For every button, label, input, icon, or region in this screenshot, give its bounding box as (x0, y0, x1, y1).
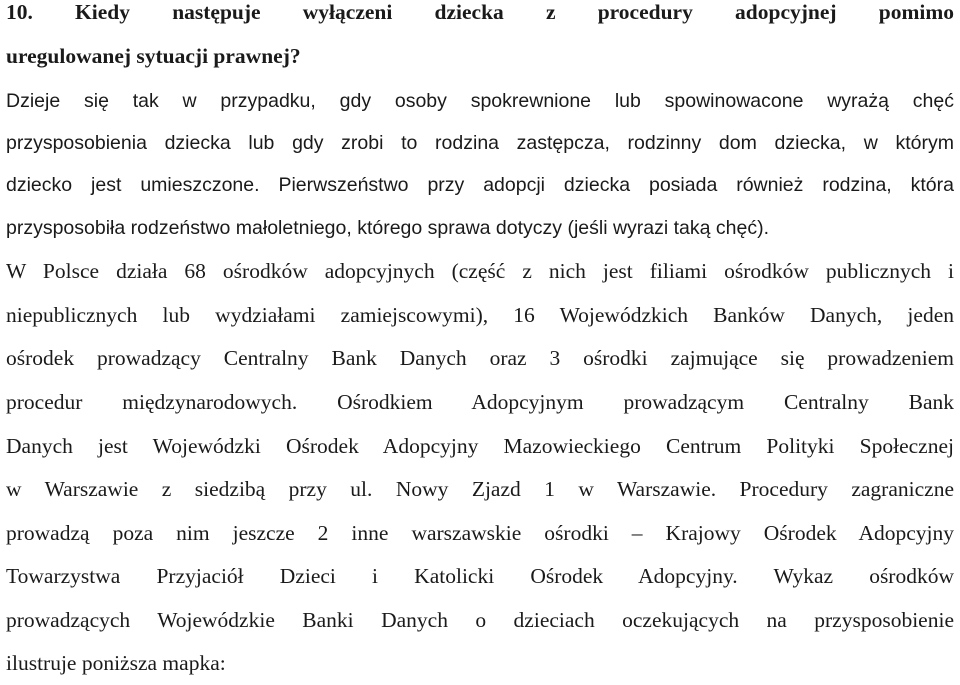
paragraph-2-line: Danych jest Wojewódzki Ośrodek Adopcyjny Mazowieckiego Centrum Polityki Społecznej (6, 434, 954, 458)
paragraph-2-line: prowadzą poza nim jeszcze 2 inne warszawskie ośrodki – Krajowy Ośrodek Adopcyjny (6, 521, 954, 545)
paragraph-2-line: niepublicznych lub wydziałami zamiejscowymi), 16 Wojewódzkich Banków Danych, jeden (6, 303, 954, 327)
paragraph-1-line: dziecko jest umieszczone. Pierwszeństwo przy adopcji dziecka posiada również rodzina, która (6, 174, 954, 196)
paragraph-2-line: ośrodek prowadzący Centralny Bank Danych oraz 3 ośrodki zajmujące się prowadzeniem (6, 346, 954, 370)
paragraph-2-line: ilustruje poniższa mapka: (6, 651, 226, 675)
question-heading-line-1: 10. Kiedy następuje wyłączeni dziecka z procedury adopcyjnej pomimo (6, 0, 954, 24)
paragraph-2-line: prowadzących Wojewódzkie Banki Danych o dzieciach oczekujących na przysposobienie (6, 608, 954, 632)
question-heading-line-2: uregulowanej sytuacji prawnej? (6, 44, 301, 68)
paragraph-2-line: procedur międzynarodowych. Ośrodkiem Adopcyjnym prowadzącym Centralny Bank (6, 390, 954, 414)
paragraph-1-line: Dzieje się tak w przypadku, gdy osoby spokrewnione lub spowinowacone wyrażą chęć (6, 90, 954, 112)
paragraph-1-line: przysposobienia dziecka lub gdy zrobi to rodzina zastępcza, rodzinny dom dziecka, w którym (6, 132, 954, 154)
paragraph-1-line: przysposobiła rodzeństwo małoletniego, którego sprawa dotyczy (jeśli wyrazi taką chęć). (6, 217, 770, 239)
paragraph-2-line: W Polsce działa 68 ośrodków adopcyjnych (część z nich jest filiami ośrodków publicznych i (6, 259, 954, 283)
paragraph-2-line: Towarzystwa Przyjaciół Dzieci i Katolicki Ośrodek Adopcyjny. Wykaz ośrodków (6, 564, 954, 588)
paragraph-2-line: w Warszawie z siedzibą przy ul. Nowy Zjazd 1 w Warszawie. Procedury zagraniczne (6, 477, 954, 501)
